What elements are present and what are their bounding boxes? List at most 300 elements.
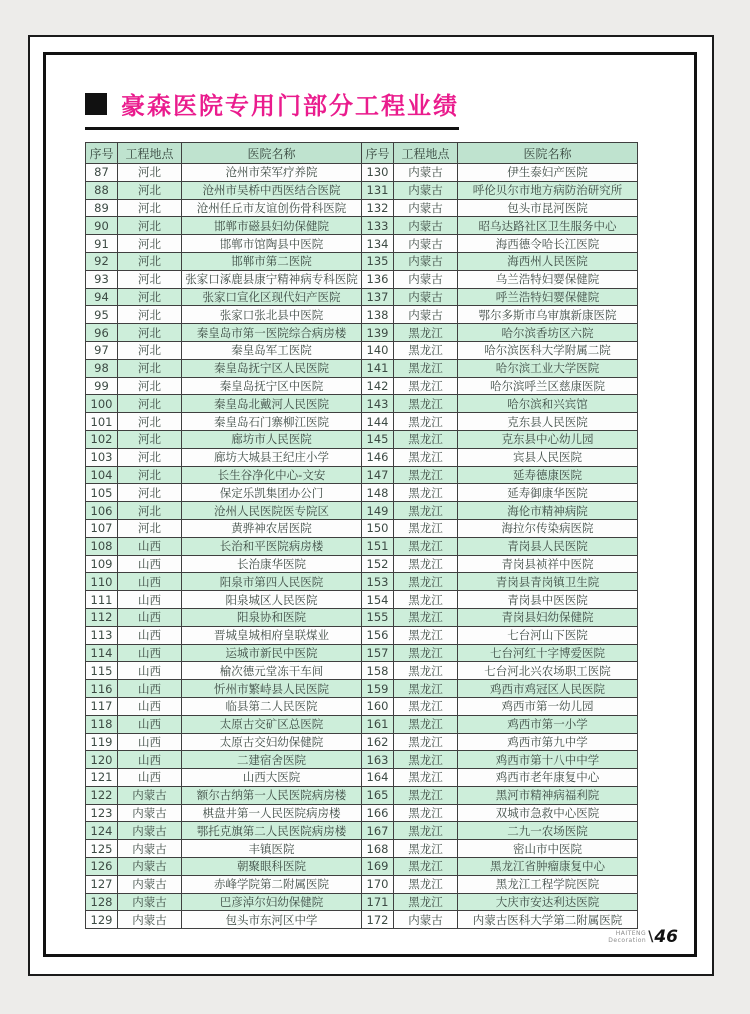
seq-cell: 121 <box>86 769 118 787</box>
table-row <box>86 341 638 359</box>
location-cell: 山西 <box>118 715 182 733</box>
table-row <box>86 448 638 466</box>
seq-cell: 103 <box>86 448 118 466</box>
hospital-cell: 延寿德康医院 <box>458 466 638 484</box>
hospital-cell: 张家口宣化区现代妇产医院 <box>182 288 362 306</box>
hospital-cell: 巴彦淖尔妇幼保健院 <box>182 893 362 911</box>
seq-cell: 158 <box>362 662 394 680</box>
table-row <box>86 235 638 253</box>
seq-cell: 123 <box>86 804 118 822</box>
seq-cell: 117 <box>86 697 118 715</box>
hospital-cell: 张家口张北县中医院 <box>182 306 362 324</box>
seq-cell: 116 <box>86 680 118 698</box>
location-cell: 黑龙江 <box>394 395 458 413</box>
seq-cell: 105 <box>86 484 118 502</box>
table-row <box>86 164 638 182</box>
hospital-cell: 黑龙江工程学院医院 <box>458 875 638 893</box>
location-cell: 黑龙江 <box>394 591 458 609</box>
seq-cell: 155 <box>362 608 394 626</box>
hospital-cell: 沧州人民医院医专院区 <box>182 502 362 520</box>
hospital-cell: 鄂托克旗第二人民医院病房楼 <box>182 822 362 840</box>
hospital-cell: 哈尔滨香坊区六院 <box>458 324 638 342</box>
seq-cell: 156 <box>362 626 394 644</box>
seq-cell: 172 <box>362 911 394 929</box>
seq-cell: 170 <box>362 875 394 893</box>
location-cell: 黑龙江 <box>394 715 458 733</box>
brand-slash-mark: \ <box>648 929 654 945</box>
hospital-cell: 秦皇岛北戴河人民医院 <box>182 395 362 413</box>
location-cell: 黑龙江 <box>394 537 458 555</box>
seq-cell: 153 <box>362 573 394 591</box>
location-cell: 内蒙古 <box>394 181 458 199</box>
table-row <box>86 858 638 876</box>
seq-cell: 151 <box>362 537 394 555</box>
projects-table <box>85 142 638 929</box>
location-cell: 黑龙江 <box>394 608 458 626</box>
seq-cell: 143 <box>362 395 394 413</box>
seq-cell: 138 <box>362 306 394 324</box>
seq-cell: 104 <box>86 466 118 484</box>
hospital-cell: 海西德令哈长江医院 <box>458 235 638 253</box>
hospital-cell: 鸡西市鸡冠区人民医院 <box>458 680 638 698</box>
hospital-cell: 运城市新民中医院 <box>182 644 362 662</box>
table-row <box>86 359 638 377</box>
hospital-cell: 海西州人民医院 <box>458 252 638 270</box>
location-cell: 内蒙古 <box>118 786 182 804</box>
seq-cell: 119 <box>86 733 118 751</box>
table-row <box>86 377 638 395</box>
hospital-cell: 秦皇岛抚宁区人民医院 <box>182 359 362 377</box>
location-cell: 山西 <box>118 573 182 591</box>
location-cell: 内蒙古 <box>394 288 458 306</box>
hospital-cell: 呼兰浩特妇婴保健院 <box>458 288 638 306</box>
seq-cell: 148 <box>362 484 394 502</box>
location-cell: 内蒙古 <box>118 858 182 876</box>
seq-cell: 96 <box>86 324 118 342</box>
outer-border-frame <box>28 35 714 976</box>
hospital-cell: 包头市昆河医院 <box>458 199 638 217</box>
title-square-bullet-icon <box>85 93 107 115</box>
table-row <box>86 395 638 413</box>
hospital-cell: 七台河红十字博爱医院 <box>458 644 638 662</box>
seq-cell: 161 <box>362 715 394 733</box>
location-cell: 内蒙古 <box>118 911 182 929</box>
hospital-cell: 山西大医院 <box>182 769 362 787</box>
location-cell: 内蒙古 <box>394 270 458 288</box>
projects-table-body <box>86 164 638 929</box>
hospital-cell: 朝聚眼科医院 <box>182 858 362 876</box>
location-cell: 山西 <box>118 697 182 715</box>
seq-cell: 89 <box>86 199 118 217</box>
hospital-cell: 临县第二人民医院 <box>182 697 362 715</box>
location-cell: 黑龙江 <box>394 644 458 662</box>
seq-cell: 112 <box>86 608 118 626</box>
hospital-cell: 邯郸市磁县妇幼保健院 <box>182 217 362 235</box>
table-row <box>86 430 638 448</box>
location-cell: 内蒙古 <box>394 911 458 929</box>
seq-cell: 124 <box>86 822 118 840</box>
table-row <box>86 733 638 751</box>
seq-cell: 168 <box>362 840 394 858</box>
location-cell: 山西 <box>118 733 182 751</box>
seq-cell: 125 <box>86 840 118 858</box>
title-block <box>85 86 459 130</box>
seq-cell: 87 <box>86 164 118 182</box>
hospital-cell: 丰镇医院 <box>182 840 362 858</box>
location-cell: 山西 <box>118 608 182 626</box>
seq-cell: 114 <box>86 644 118 662</box>
hospital-cell: 沧州市荣军疗养院 <box>182 164 362 182</box>
seq-cell: 129 <box>86 911 118 929</box>
hospital-cell: 沧州市吴桥中西医结合医院 <box>182 181 362 199</box>
hospital-cell: 青岗县中医医院 <box>458 591 638 609</box>
hospital-cell: 棋盘井第一人民医院病房楼 <box>182 804 362 822</box>
table-row <box>86 840 638 858</box>
hospital-cell: 鸡西市第九中学 <box>458 733 638 751</box>
seq-cell: 101 <box>86 413 118 431</box>
location-cell: 河北 <box>118 270 182 288</box>
seq-cell: 88 <box>86 181 118 199</box>
location-cell: 黑龙江 <box>394 519 458 537</box>
seq-cell: 140 <box>362 341 394 359</box>
table-row <box>86 573 638 591</box>
table-row <box>86 466 638 484</box>
inner-border-frame <box>43 52 697 957</box>
hospital-cell: 太原古交妇幼保健院 <box>182 733 362 751</box>
seq-cell: 126 <box>86 858 118 876</box>
seq-cell: 106 <box>86 502 118 520</box>
hospital-cell: 秦皇岛石门寨柳江医院 <box>182 413 362 431</box>
location-cell: 山西 <box>118 662 182 680</box>
location-cell: 河北 <box>118 413 182 431</box>
seq-cell: 91 <box>86 235 118 253</box>
table-row <box>86 893 638 911</box>
location-cell: 内蒙古 <box>394 217 458 235</box>
location-cell: 黑龙江 <box>394 840 458 858</box>
location-cell: 内蒙古 <box>118 875 182 893</box>
table-row <box>86 502 638 520</box>
hospital-cell: 七台河山下医院 <box>458 626 638 644</box>
location-cell: 黑龙江 <box>394 626 458 644</box>
hospital-cell: 保定乐凯集团办公门 <box>182 484 362 502</box>
seq-cell: 139 <box>362 324 394 342</box>
hospital-cell: 青岗县青岗镇卫生院 <box>458 573 638 591</box>
seq-cell: 134 <box>362 235 394 253</box>
table-row <box>86 591 638 609</box>
location-cell: 黑龙江 <box>394 430 458 448</box>
location-cell: 山西 <box>118 591 182 609</box>
seq-cell: 150 <box>362 519 394 537</box>
hospital-cell: 张家口涿鹿县康宁精神病专科医院 <box>182 270 362 288</box>
table-row <box>86 217 638 235</box>
location-cell: 黑龙江 <box>394 359 458 377</box>
seq-cell: 115 <box>86 662 118 680</box>
hospital-cell: 鸡西市第一幼儿园 <box>458 697 638 715</box>
location-cell: 黑龙江 <box>394 893 458 911</box>
location-cell: 河北 <box>118 484 182 502</box>
hospital-cell: 邯郸市馆陶县中医院 <box>182 235 362 253</box>
brand-logo-text: HAITENG Decoration <box>608 930 647 944</box>
table-row <box>86 680 638 698</box>
location-cell: 河北 <box>118 235 182 253</box>
table-row <box>86 769 638 787</box>
table-row <box>86 662 638 680</box>
location-cell: 内蒙古 <box>394 306 458 324</box>
page-title: 豪森医院专用门部分工程业绩 <box>121 92 459 120</box>
table-row <box>86 324 638 342</box>
location-cell: 黑龙江 <box>394 324 458 342</box>
seq-cell: 100 <box>86 395 118 413</box>
table-row <box>86 804 638 822</box>
hospital-cell: 鸡西市第一小学 <box>458 715 638 733</box>
location-cell: 河北 <box>118 341 182 359</box>
seq-cell: 165 <box>362 786 394 804</box>
hospital-cell: 内蒙古医科大学第二附属医院 <box>458 911 638 929</box>
seq-cell: 149 <box>362 502 394 520</box>
hospital-cell: 长生谷净化中心-文安 <box>182 466 362 484</box>
hospital-cell: 大庆市安达利达医院 <box>458 893 638 911</box>
location-cell: 河北 <box>118 377 182 395</box>
hospital-cell: 额尔古纳第一人民医院病房楼 <box>182 786 362 804</box>
location-cell: 黑龙江 <box>394 875 458 893</box>
table-row <box>86 786 638 804</box>
hospital-cell: 呼伦贝尔市地方病防治研究所 <box>458 181 638 199</box>
location-cell: 河北 <box>118 324 182 342</box>
hospital-cell: 克东县人民医院 <box>458 413 638 431</box>
seq-cell: 111 <box>86 591 118 609</box>
hospital-cell: 黑龙江省肿瘤康复中心 <box>458 858 638 876</box>
hospital-cell: 海伦市精神病院 <box>458 502 638 520</box>
seq-cell: 94 <box>86 288 118 306</box>
hospital-cell: 晋城皇城相府皇联煤业 <box>182 626 362 644</box>
table-row <box>86 252 638 270</box>
hospital-cell: 秦皇岛抚宁区中医院 <box>182 377 362 395</box>
location-cell: 内蒙古 <box>394 199 458 217</box>
hospital-cell: 青岗县人民医院 <box>458 537 638 555</box>
seq-cell: 98 <box>86 359 118 377</box>
hospital-cell: 密山市中医院 <box>458 840 638 858</box>
hospital-cell: 太原古交矿区总医院 <box>182 715 362 733</box>
hospital-cell: 阳泉协和医院 <box>182 608 362 626</box>
hospital-cell: 忻州市繁峙县人民医院 <box>182 680 362 698</box>
location-cell: 河北 <box>118 199 182 217</box>
hospital-cell: 沧州任丘市友谊创伤骨科医院 <box>182 199 362 217</box>
hospital-cell: 鸡西市老年康复中心 <box>458 769 638 787</box>
seq-cell: 93 <box>86 270 118 288</box>
seq-cell: 133 <box>362 217 394 235</box>
seq-cell: 147 <box>362 466 394 484</box>
seq-cell: 128 <box>86 893 118 911</box>
seq-cell: 137 <box>362 288 394 306</box>
location-cell: 黑龙江 <box>394 466 458 484</box>
hospital-cell: 长治和平医院病房楼 <box>182 537 362 555</box>
seq-cell: 90 <box>86 217 118 235</box>
location-cell: 内蒙古 <box>394 252 458 270</box>
location-cell: 河北 <box>118 217 182 235</box>
location-cell: 河北 <box>118 359 182 377</box>
location-cell: 内蒙古 <box>118 822 182 840</box>
seq-cell: 109 <box>86 555 118 573</box>
seq-cell: 120 <box>86 751 118 769</box>
seq-cell: 146 <box>362 448 394 466</box>
table-row <box>86 715 638 733</box>
seq-cell: 99 <box>86 377 118 395</box>
hospital-cell: 廊坊市人民医院 <box>182 430 362 448</box>
seq-cell: 160 <box>362 697 394 715</box>
table-row <box>86 199 638 217</box>
location-cell: 黑龙江 <box>394 769 458 787</box>
location-cell: 河北 <box>118 306 182 324</box>
hospital-cell: 昭乌达路社区卫生服务中心 <box>458 217 638 235</box>
seq-cell: 171 <box>362 893 394 911</box>
hospital-cell: 海拉尔传染病医院 <box>458 519 638 537</box>
location-cell: 黑龙江 <box>394 662 458 680</box>
hospital-cell: 榆次德元堂冻干车间 <box>182 662 362 680</box>
location-cell: 黑龙江 <box>394 804 458 822</box>
location-cell: 山西 <box>118 537 182 555</box>
seq-cell: 141 <box>362 359 394 377</box>
hospital-cell: 乌兰浩特妇婴保健院 <box>458 270 638 288</box>
hospital-cell: 延寿御康华医院 <box>458 484 638 502</box>
location-cell: 黑龙江 <box>394 377 458 395</box>
seq-cell: 113 <box>86 626 118 644</box>
location-cell: 河北 <box>118 430 182 448</box>
location-cell: 河北 <box>118 288 182 306</box>
location-cell: 河北 <box>118 448 182 466</box>
location-cell: 黑龙江 <box>394 697 458 715</box>
table-row <box>86 751 638 769</box>
seq-cell: 164 <box>362 769 394 787</box>
seq-cell: 163 <box>362 751 394 769</box>
seq-cell: 135 <box>362 252 394 270</box>
hospital-cell: 包头市东河区中学 <box>182 911 362 929</box>
location-cell: 河北 <box>118 466 182 484</box>
hospital-cell: 黑河市精神病福利院 <box>458 786 638 804</box>
hospital-cell: 青岗县妇幼保健院 <box>458 608 638 626</box>
hospital-cell: 黄骅神农居医院 <box>182 519 362 537</box>
header-hospital-right: 医院名称 <box>458 143 638 164</box>
location-cell: 内蒙古 <box>118 893 182 911</box>
seq-cell: 159 <box>362 680 394 698</box>
seq-cell: 97 <box>86 341 118 359</box>
table-row <box>86 697 638 715</box>
seq-cell: 107 <box>86 519 118 537</box>
hospital-cell: 赤峰学院第二附属医院 <box>182 875 362 893</box>
seq-cell: 157 <box>362 644 394 662</box>
table-row <box>86 608 638 626</box>
location-cell: 黑龙江 <box>394 733 458 751</box>
location-cell: 黑龙江 <box>394 413 458 431</box>
hospital-cell: 二建宿舍医院 <box>182 751 362 769</box>
seq-cell: 145 <box>362 430 394 448</box>
hospital-cell: 七台河北兴农场职工医院 <box>458 662 638 680</box>
location-cell: 河北 <box>118 395 182 413</box>
header-location-left: 工程地点 <box>118 143 182 164</box>
location-cell: 黑龙江 <box>394 858 458 876</box>
location-cell: 山西 <box>118 555 182 573</box>
seq-cell: 102 <box>86 430 118 448</box>
hospital-cell: 鸡西市第十八中中学 <box>458 751 638 769</box>
seq-cell: 130 <box>362 164 394 182</box>
hospital-cell: 哈尔滨工业大学医院 <box>458 359 638 377</box>
seq-cell: 154 <box>362 591 394 609</box>
table-row <box>86 911 638 929</box>
hospital-cell: 阳泉市第四人民医院 <box>182 573 362 591</box>
location-cell: 内蒙古 <box>394 164 458 182</box>
seq-cell: 131 <box>362 181 394 199</box>
location-cell: 黑龙江 <box>394 502 458 520</box>
hospital-cell: 哈尔滨和兴宾馆 <box>458 395 638 413</box>
table-row <box>86 288 638 306</box>
location-cell: 黑龙江 <box>394 341 458 359</box>
seq-cell: 92 <box>86 252 118 270</box>
header-seq-right: 序号 <box>362 143 394 164</box>
location-cell: 黑龙江 <box>394 484 458 502</box>
hospital-cell: 伊生泰妇产医院 <box>458 164 638 182</box>
location-cell: 内蒙古 <box>118 840 182 858</box>
seq-cell: 144 <box>362 413 394 431</box>
hospital-cell: 廊坊大城县王纪庄小学 <box>182 448 362 466</box>
seq-cell: 122 <box>86 786 118 804</box>
footer-brand <box>608 927 678 947</box>
hospital-cell: 秦皇岛军工医院 <box>182 341 362 359</box>
location-cell: 河北 <box>118 164 182 182</box>
location-cell: 黑龙江 <box>394 555 458 573</box>
location-cell: 黑龙江 <box>394 448 458 466</box>
seq-cell: 108 <box>86 537 118 555</box>
table-row <box>86 181 638 199</box>
seq-cell: 167 <box>362 822 394 840</box>
seq-cell: 162 <box>362 733 394 751</box>
location-cell: 山西 <box>118 751 182 769</box>
location-cell: 河北 <box>118 502 182 520</box>
location-cell: 黑龙江 <box>394 573 458 591</box>
table-row <box>86 555 638 573</box>
location-cell: 河北 <box>118 252 182 270</box>
table-row <box>86 413 638 431</box>
hospital-cell: 阳泉城区人民医院 <box>182 591 362 609</box>
table-row <box>86 484 638 502</box>
header-hospital-left: 医院名称 <box>182 143 362 164</box>
table-row <box>86 270 638 288</box>
hospital-cell: 哈尔滨呼兰区慈康医院 <box>458 377 638 395</box>
hospital-cell: 邯郸市第二医院 <box>182 252 362 270</box>
seq-cell: 95 <box>86 306 118 324</box>
table-row <box>86 519 638 537</box>
seq-cell: 118 <box>86 715 118 733</box>
hospital-cell: 哈尔滨医科大学附属二院 <box>458 341 638 359</box>
seq-cell: 110 <box>86 573 118 591</box>
location-cell: 山西 <box>118 644 182 662</box>
table-header-row <box>86 143 638 164</box>
seq-cell: 132 <box>362 199 394 217</box>
location-cell: 河北 <box>118 519 182 537</box>
hospital-cell: 长治康华医院 <box>182 555 362 573</box>
header-location-right: 工程地点 <box>394 143 458 164</box>
seq-cell: 142 <box>362 377 394 395</box>
location-cell: 山西 <box>118 769 182 787</box>
location-cell: 黑龙江 <box>394 822 458 840</box>
seq-cell: 127 <box>86 875 118 893</box>
table-row <box>86 875 638 893</box>
hospital-cell: 秦皇岛市第一医院综合病房楼 <box>182 324 362 342</box>
location-cell: 山西 <box>118 680 182 698</box>
hospital-cell: 双城市急救中心医院 <box>458 804 638 822</box>
table-row <box>86 537 638 555</box>
table-row <box>86 626 638 644</box>
seq-cell: 136 <box>362 270 394 288</box>
location-cell: 黑龙江 <box>394 680 458 698</box>
